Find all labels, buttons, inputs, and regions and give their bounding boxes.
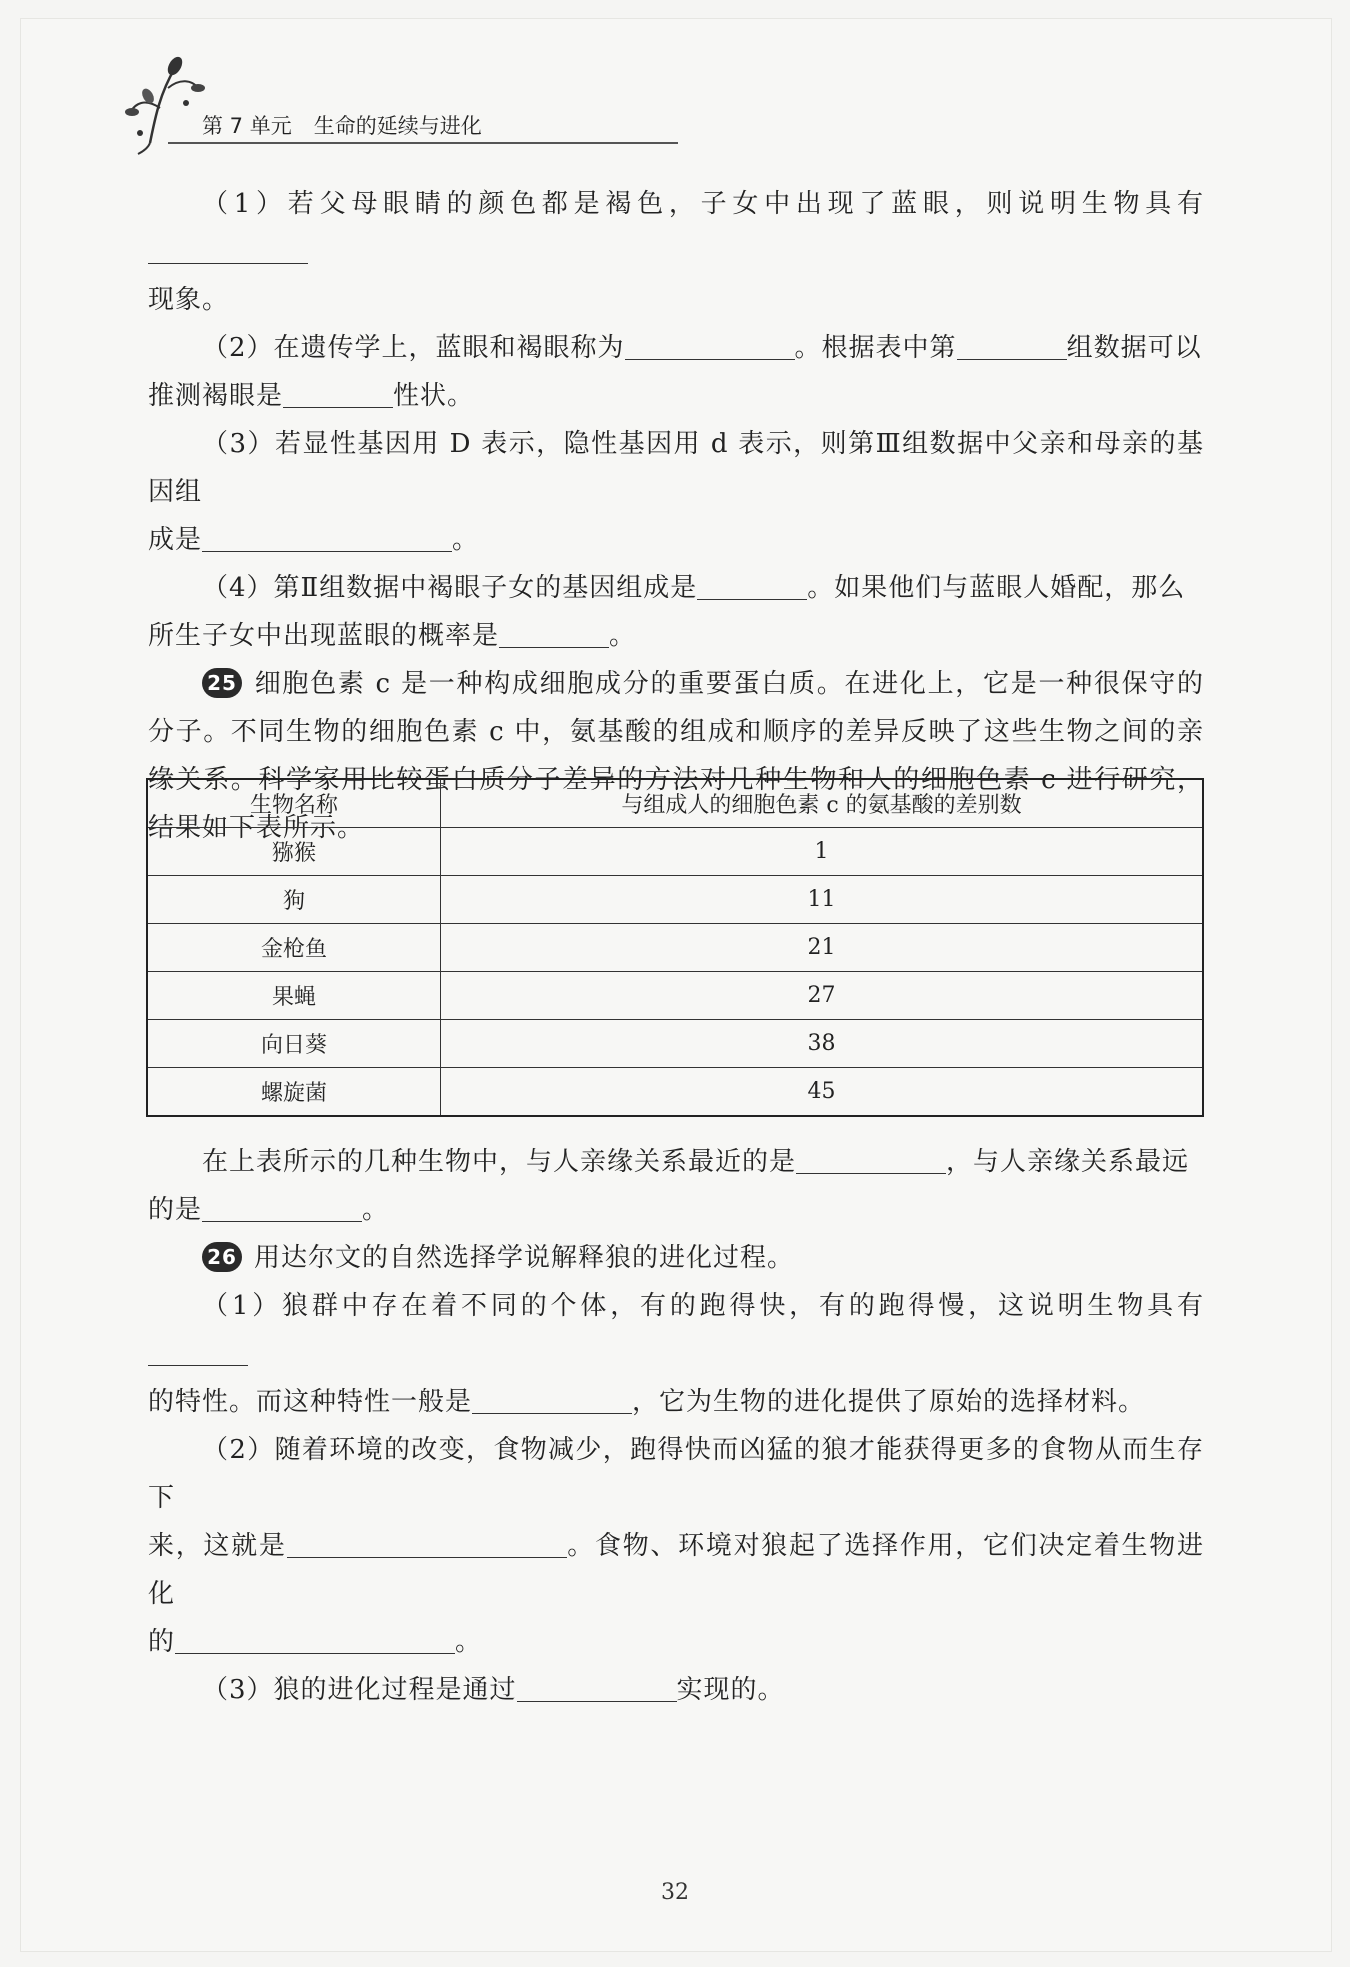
answer-blank[interactable] xyxy=(499,617,609,648)
answer-blank[interactable] xyxy=(148,233,308,264)
unit-topic: 生命的延续与进化 xyxy=(313,114,482,138)
q26-2: （2）随着环境的改变，食物减少，跑得快而凶猛的狼才能获得更多的食物从而生存下 xyxy=(148,1435,1204,1513)
table-row xyxy=(147,1068,1203,1117)
table-row xyxy=(147,828,1203,876)
q26-1-cont: 的特性。而这种特性一般是 ，它为生物的进化提供了原始的选择材料。 xyxy=(148,1378,1204,1426)
questions-top xyxy=(148,180,1204,852)
q24-3-cont: 成是 。 xyxy=(148,516,1204,564)
table-header-row xyxy=(147,779,1203,828)
question-number-badge: 25 xyxy=(202,668,242,698)
q24-4-cont: 所生子女中出现蓝眼的概率是 。 xyxy=(148,612,1204,660)
answer-blank[interactable] xyxy=(175,1623,455,1654)
q26-intro: 26 用达尔文的自然选择学说解释狼的进化过程。 xyxy=(148,1234,1204,1282)
header-rule xyxy=(168,142,678,144)
answer-blank[interactable] xyxy=(287,1527,567,1558)
q25-answer-cont: 的是 。 xyxy=(148,1186,1204,1234)
q24-2: （2）在遗传学上，蓝眼和褐眼称为 。根据表中第 组数据可以 xyxy=(148,324,1204,372)
q24-2-cont: 推测褐眼是 性状。 xyxy=(148,372,1204,420)
q26-2-cont2: 的 。 xyxy=(148,1618,1204,1666)
answer-blank[interactable] xyxy=(796,1143,946,1174)
answer-blank[interactable] xyxy=(472,1383,632,1414)
unit-title xyxy=(202,110,482,140)
table-cell: 27 xyxy=(441,972,1204,1020)
table-cell: 螺旋菌 xyxy=(147,1068,441,1117)
question-number-badge: 26 xyxy=(202,1242,242,1272)
page-number: 32 xyxy=(661,1880,689,1905)
table-cell: 1 xyxy=(441,828,1204,876)
answer-blank[interactable] xyxy=(283,377,393,408)
table-row xyxy=(147,972,1203,1020)
q24-3: （3）若显性基因用 D 表示，隐性基因用 d 表示，则第Ⅲ组数据中父亲和母亲的基因组 xyxy=(148,429,1204,507)
q26-2-cont: 来，这就是 。食物、环境对狼起了选择作用，它们决定着生物进化 xyxy=(148,1522,1204,1618)
table-cell: 38 xyxy=(441,1020,1204,1068)
table-row xyxy=(147,876,1203,924)
q24-1: （1）若父母眼睛的颜色都是褐色，子女中出现了蓝眼，则说明生物具有 xyxy=(148,180,1204,276)
cytochrome-table xyxy=(146,778,1204,1117)
answer-blank[interactable] xyxy=(148,1335,248,1366)
q25-intro: 25 细胞色素 c 是一种构成细胞成分的重要蛋白质。在进化上，它是一种很保守的分子。不同生物的细胞色素 c 中，氨基酸的组成和顺序的差异反映了这些生物之间的亲缘关系。科学家用比较蛋白质分子差异的方法对几种生物和人的细胞色素 c 进行研究，结果如下表所示。 xyxy=(148,669,1204,843)
page-header xyxy=(120,48,1210,158)
q26-1: （1）狼群中存在着不同的个体，有的跑得快，有的跑得慢，这说明生物具有 xyxy=(148,1282,1204,1378)
table-row xyxy=(147,924,1203,972)
q26-3: （3）狼的进化过程是通过 实现的。 xyxy=(148,1666,1204,1714)
answer-blank[interactable] xyxy=(697,569,807,600)
table-cell: 猕猴 xyxy=(147,828,441,876)
questions-bottom xyxy=(148,1138,1204,1714)
q25-answer: 在上表所示的几种生物中，与人亲缘关系最近的是 ，与人亲缘关系最远 xyxy=(148,1138,1204,1186)
answer-blank[interactable] xyxy=(517,1671,677,1702)
table-cell: 狗 xyxy=(147,876,441,924)
table-cell: 45 xyxy=(441,1068,1204,1117)
answer-blank[interactable] xyxy=(202,1191,362,1222)
table-header: 生物名称 xyxy=(147,779,441,828)
table-cell: 11 xyxy=(441,876,1204,924)
table-cell: 向日葵 xyxy=(147,1020,441,1068)
answer-blank[interactable] xyxy=(957,329,1067,360)
q24-1-cont: 现象。 xyxy=(148,285,230,315)
q24-4: （4）第Ⅱ组数据中褐眼子女的基因组成是 。如果他们与蓝眼人婚配，那么 xyxy=(148,564,1204,612)
table-cell: 果蝇 xyxy=(147,972,441,1020)
answer-blank[interactable] xyxy=(625,329,795,360)
table-row xyxy=(147,1020,1203,1068)
table-header: 与组成人的细胞色素 c 的氨基酸的差别数 xyxy=(441,779,1204,828)
table-cell: 金枪鱼 xyxy=(147,924,441,972)
table-cell: 21 xyxy=(441,924,1204,972)
unit-number: 第 7 单元 xyxy=(202,114,292,138)
answer-blank[interactable] xyxy=(202,521,452,552)
